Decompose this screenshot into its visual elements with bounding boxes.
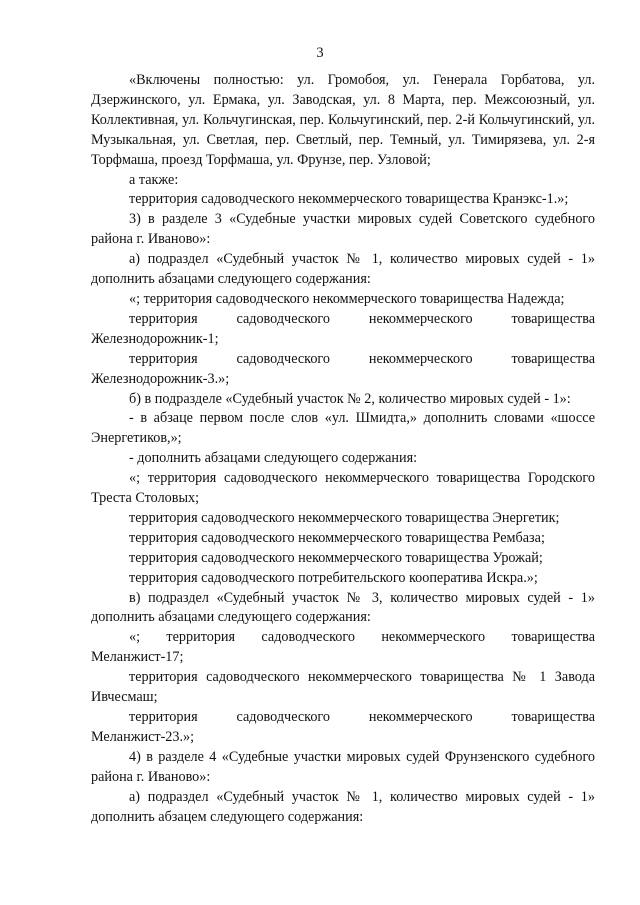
paragraph: а) подраздел «Судебный участок № 1, количество мировых судей - 1» дополнить абзацами следующего содержания: (91, 251, 595, 288)
paragraph: территория садоводческого некоммерческого товарищества Железнодорожник-1; (91, 310, 595, 347)
paragraph: территория садоводческого потребительского кооператива Искра.»; (129, 569, 538, 586)
document-body (91, 71, 595, 827)
paragraph: «; территория садоводческого некоммерческого товарищества Надежда; (129, 290, 565, 307)
paragraph: 4) в разделе 4 «Судебные участки мировых судей Фрунзенского судебного района г. Иваново»: (91, 748, 595, 785)
paragraph: территория садоводческого некоммерческого товарищества № 1 Завода Ивчесмаш; (91, 669, 595, 706)
paragraph: - дополнить абзацами следующего содержания: (129, 450, 418, 467)
paragraph: 3) в разделе 3 «Судебные участки мировых судей Советского судебного района г. Иваново»: (91, 211, 595, 248)
paragraph: а) подраздел «Судебный участок № 1, количество мировых судей - 1» дополнить абзацем следующего содержания: (91, 788, 595, 825)
paragraph: в) подраздел «Судебный участок № 3, количество мировых судей - 1» дополнить абзацами следующего содержания: (91, 589, 595, 626)
paragraph: «; территория садоводческого некоммерческого товарищества Меланжист-17; (91, 629, 595, 666)
paragraph: территория садоводческого некоммерческого товарищества Кранэкс-1.»; (129, 191, 569, 208)
paragraph: «; территория садоводческого некоммерческого товарищества Городского Треста Столовых; (91, 470, 595, 507)
paragraph: территория садоводческого некоммерческого товарищества Меланжист-23.»; (91, 709, 595, 745)
paragraph: территория садоводческого некоммерческого товарищества Рембаза; (129, 529, 545, 546)
paragraph: - в абзаце первом после слов «ул. Шмидта,» дополнить словами «шоссе Энергетиков,»; (91, 410, 595, 447)
paragraph: б) в подразделе «Судебный участок № 2, количество мировых судей - 1»: (129, 390, 571, 407)
paragraph: территория садоводческого некоммерческого товарищества Энергетик; (129, 509, 560, 526)
paragraph: а также: (129, 171, 179, 188)
paragraph: «Включены полностью: ул. Громобоя, ул. Генерала Горбатова, ул. Дзержинского, ул. Ермака, ул. Заводская, ул. 8 Марта, пер. Межсоюзный, ул. Коллективная, ул. Кольчугинская, пер. Кольчугинский, пер. 2-й Кольчугинский, ул. Музыкальная, ул. Светлая, пер. Светлый, пер. Темный, ул. Тимирязева, ул. 2-я Торфмаша, проезд Торфмаша, ул. Фрунзе, пер. Узловой; (91, 72, 595, 168)
paragraph: территория садоводческого некоммерческого товарищества Урожай; (129, 549, 543, 566)
paragraph: территория садоводческого некоммерческого товарищества Железнодорожник-3.»; (91, 350, 595, 387)
page-number: 3 (316, 45, 324, 61)
